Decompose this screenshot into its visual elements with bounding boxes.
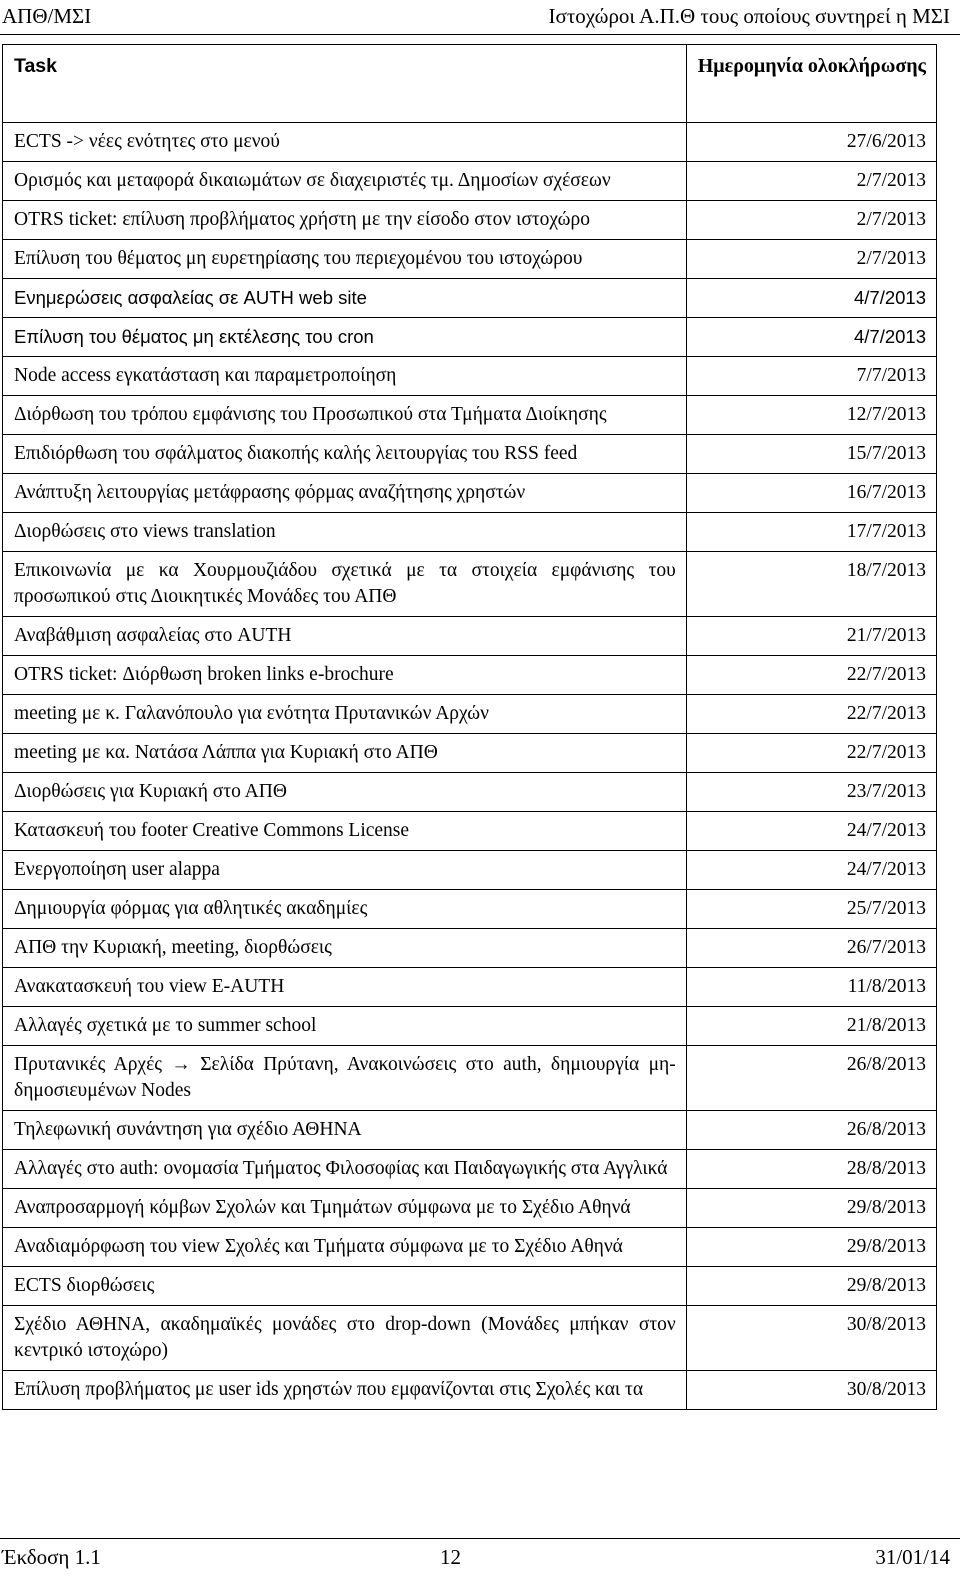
table-row xyxy=(3,1371,937,1410)
date-cell: 21/8/2013 xyxy=(846,1015,926,1036)
footer-date: 31/01/14 xyxy=(875,1545,950,1569)
column-header-task: Task xyxy=(3,45,687,123)
date-cell: 29/8/2013 xyxy=(846,1275,926,1296)
task-table-body xyxy=(3,123,937,1410)
date-cell: 29/8/2013 xyxy=(846,1236,926,1257)
task-cell: Επίλυση του θέματος μη ευρετηρίασης του περιεχομένου του ιστοχώρου xyxy=(3,240,687,279)
task-cell: Δημιουργία φόρμας για αθλητικές ακαδημίες xyxy=(3,890,687,929)
header-org: ΑΠΘ/ΜΣΙ xyxy=(2,4,92,28)
table-row xyxy=(3,812,937,851)
date-cell: 21/7/2013 xyxy=(846,625,926,646)
date-cell: 26/8/2013 xyxy=(846,1054,926,1075)
date-cell: 25/7/2013 xyxy=(846,898,926,919)
task-cell: Διορθώσεις στο views translation xyxy=(3,513,687,552)
date-cell: 24/7/2013 xyxy=(846,859,926,880)
table-row xyxy=(3,890,937,929)
date-cell: 7/7/2013 xyxy=(856,365,926,386)
task-cell: Επίλυση του θέματος μη εκτέλεσης του cron xyxy=(3,318,687,357)
task-cell: Σχέδιο ΑΘΗΝΑ, ακαδημαϊκές μονάδες στο drop-down (Μονάδες μπήκαν στον κεντρικό ιστοχώρο) xyxy=(3,1306,687,1371)
table-row xyxy=(3,1228,937,1267)
date-cell: 2/7/2013 xyxy=(856,209,926,230)
date-cell: 2/7/2013 xyxy=(856,170,926,191)
task-cell: Διόρθωση του τρόπου εμφάνισης του Προσωπικού στα Τμήματα Διοίκησης xyxy=(3,396,687,435)
table-row xyxy=(3,656,937,695)
table-row xyxy=(3,1007,937,1046)
table-row xyxy=(3,513,937,552)
table-row xyxy=(3,1150,937,1189)
date-cell: 22/7/2013 xyxy=(846,742,926,763)
task-cell: Node access εγκατάσταση και παραμετροποίηση xyxy=(3,357,687,396)
date-cell: 26/7/2013 xyxy=(846,937,926,958)
task-cell: Επιδιόρθωση του σφάλματος διακοπής καλής λειτουργίας του RSS feed xyxy=(3,435,687,474)
table-header-row xyxy=(3,45,937,123)
table-row xyxy=(3,162,937,201)
table-row xyxy=(3,1111,937,1150)
date-cell: 4/7/2013 xyxy=(853,326,926,347)
task-cell: OTRS ticket: επίλυση προβλήματος χρήστη με την είσοδο στον ιστοχώρο xyxy=(3,201,687,240)
task-cell: Αναδιαμόρφωση του view Σχολές και Τμήματα σύμφωνα με το Σχέδιο Αθηνά xyxy=(3,1228,687,1267)
task-cell: Αναπροσαρμογή κόμβων Σχολών και Τμημάτων σύμφωνα με το Σχέδιο Αθηνά xyxy=(3,1189,687,1228)
task-cell: Πρυτανικές Αρχές → Σελίδα Πρύτανη, Ανακοινώσεις στο auth, δημιουργία μη-δημοσιευμένων Nodes xyxy=(3,1046,687,1111)
table-row xyxy=(3,357,937,396)
date-cell: 27/6/2013 xyxy=(846,131,926,152)
date-cell: 16/7/2013 xyxy=(846,482,926,503)
task-cell: Τηλεφωνική συνάντηση για σχέδιο ΑΘΗΝΑ xyxy=(3,1111,687,1150)
table-row xyxy=(3,1267,937,1306)
date-cell: 2/7/2013 xyxy=(856,248,926,269)
table-row xyxy=(3,318,937,357)
table-row xyxy=(3,851,937,890)
table-row xyxy=(3,929,937,968)
table-row xyxy=(3,1046,937,1111)
task-cell: ECTS διορθώσεις xyxy=(3,1267,687,1306)
task-cell: Ενεργοποίηση user alappa xyxy=(3,851,687,890)
footer-page-number: 12 xyxy=(440,1545,461,1569)
header-title: Ιστοχώροι Α.Π.Θ τους οποίους συντηρεί η ΜΣΙ xyxy=(548,4,950,28)
table-row xyxy=(3,435,937,474)
task-cell: Αναβάθμιση ασφαλείας στο AUTH xyxy=(3,617,687,656)
table-row xyxy=(3,617,937,656)
task-cell: Αλλαγές στο auth: ονομασία Τμήματος Φιλοσοφίας και Παιδαγωγικής στα Αγγλικά xyxy=(3,1150,687,1189)
page-header xyxy=(0,0,960,35)
date-cell: 29/8/2013 xyxy=(846,1197,926,1218)
table-row xyxy=(3,279,937,318)
table-row xyxy=(3,240,937,279)
table-row xyxy=(3,123,937,162)
date-cell: 30/8/2013 xyxy=(846,1379,926,1400)
date-cell: 22/7/2013 xyxy=(846,703,926,724)
date-cell: 18/7/2013 xyxy=(846,560,926,581)
date-cell: 12/7/2013 xyxy=(846,404,926,425)
task-cell: OTRS ticket: Διόρθωση broken links e-brochure xyxy=(3,656,687,695)
footer-version: Έκδοση 1.1 xyxy=(2,1545,101,1569)
date-cell: 24/7/2013 xyxy=(846,820,926,841)
date-cell: 28/8/2013 xyxy=(846,1158,926,1179)
date-cell: 4/7/2013 xyxy=(853,287,926,308)
task-cell: Αλλαγές σχετικά με το summer school xyxy=(3,1007,687,1046)
table-row xyxy=(3,773,937,812)
table-row xyxy=(3,734,937,773)
task-cell: Ορισμός και μεταφορά δικαιωμάτων σε διαχειριστές τμ. Δημοσίων σχέσεων xyxy=(3,162,687,201)
task-cell: ECTS -> νέες ενότητες στο μενού xyxy=(3,123,687,162)
table-row xyxy=(3,552,937,617)
task-cell: Επίλυση προβλήματος με user ids χρηστών που εμφανίζονται στις Σχολές και τα xyxy=(3,1371,687,1410)
date-cell: 17/7/2013 xyxy=(846,521,926,542)
task-cell: Κατασκευή του footer Creative Commons License xyxy=(3,812,687,851)
task-cell: Διορθώσεις για Κυριακή στο ΑΠΘ xyxy=(3,773,687,812)
table-row xyxy=(3,1189,937,1228)
table-row xyxy=(3,695,937,734)
date-cell: 30/8/2013 xyxy=(846,1314,926,1335)
table-row xyxy=(3,396,937,435)
task-cell: Ενημερώσεις ασφαλείας σε AUTH web site xyxy=(3,279,687,318)
table-row xyxy=(3,201,937,240)
column-header-date: Ημερομηνία ολοκλήρωσης xyxy=(697,55,926,77)
table-row xyxy=(3,1306,937,1371)
date-cell: 23/7/2013 xyxy=(846,781,926,802)
task-cell: meeting με κα. Νατάσα Λάππα για Κυριακή στο ΑΠΘ xyxy=(3,734,687,773)
date-cell: 15/7/2013 xyxy=(846,443,926,464)
page-footer xyxy=(0,1538,960,1596)
date-cell: 22/7/2013 xyxy=(846,664,926,685)
table-row xyxy=(3,474,937,513)
date-cell: 26/8/2013 xyxy=(846,1119,926,1140)
table-row xyxy=(3,968,937,1007)
task-cell: Ανάπτυξη λειτουργίας μετάφρασης φόρμας αναζήτησης χρηστών xyxy=(3,474,687,513)
task-table xyxy=(2,44,937,1410)
date-cell: 11/8/2013 xyxy=(847,976,926,997)
task-cell: Ανακατασκευή του view E-AUTH xyxy=(3,968,687,1007)
task-cell: meeting με κ. Γαλανόπουλο για ενότητα Πρυτανικών Αρχών xyxy=(3,695,687,734)
task-cell: Επικοινωνία με κα Χουρμουζιάδου σχετικά με τα στοιχεία εμφάνισης του προσωπικού στις Διοικητικές Μονάδες του ΑΠΘ xyxy=(3,552,687,617)
task-cell: ΑΠΘ την Κυριακή, meeting, διορθώσεις xyxy=(3,929,687,968)
